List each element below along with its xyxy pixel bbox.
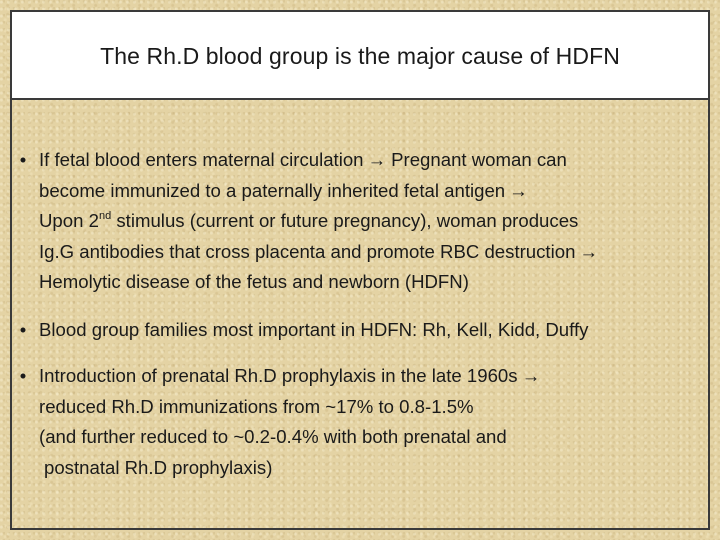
bullet-item-blood-group-families: [16, 315, 696, 346]
bullet-item-fetal-blood: [16, 145, 696, 298]
arrow-right-icon: →: [367, 149, 387, 170]
bullet-line: [39, 361, 696, 392]
arrow-right-icon: →: [509, 179, 528, 201]
bullet-dot: •: [19, 365, 27, 386]
arrow-right-icon: →: [579, 240, 599, 262]
bullet-text: stimulus (current or future pregnancy), woman produces: [111, 210, 579, 231]
title-box: [10, 10, 710, 100]
bullet-text: reduced Rh.D immunizations from ~17% to 0.8-1.5%: [39, 395, 474, 417]
bullet-text: become immunized to a paternally inherited fetal antigen: [39, 179, 506, 201]
bullet-text: Introduction of prenatal Rh.D prophylaxis in the late 1960s: [39, 365, 518, 386]
bullet-dot: •: [19, 149, 27, 170]
arrow-right-icon: →: [521, 365, 541, 386]
bullet-text: Blood group families most important in HDFN: Rh, Kell, Kidd, Duffy: [39, 318, 589, 340]
bullet-line: [39, 237, 696, 268]
bullet-list: [16, 145, 696, 483]
bullet-text: If fetal blood enters maternal circulation: [39, 149, 364, 170]
bullet-text: Upon 2: [39, 210, 99, 231]
bullet-line: [39, 145, 696, 176]
bullet-dot: •: [19, 318, 27, 340]
bullet-text: Pregnant woman can: [391, 149, 567, 170]
bullet-text: (and further reduced to ~0.2-0.4% with both prenatal and: [39, 426, 507, 447]
bullet-line: [39, 267, 696, 298]
bullet-text: Ig.G antibodies that cross placenta and promote RBC destruction: [39, 240, 576, 262]
ordinal-superscript: nd: [98, 209, 112, 222]
bullet-text: Hemolytic disease of the fetus and newborn (HDFN): [39, 271, 469, 292]
slide-title: The Rh.D blood group is the major cause of HDFN: [100, 42, 620, 69]
bullet-item-prophylaxis: [16, 361, 696, 483]
bullet-line: [39, 176, 696, 207]
bullet-text: postnatal Rh.D prophylaxis): [44, 456, 273, 478]
bullet-line: [39, 206, 696, 237]
